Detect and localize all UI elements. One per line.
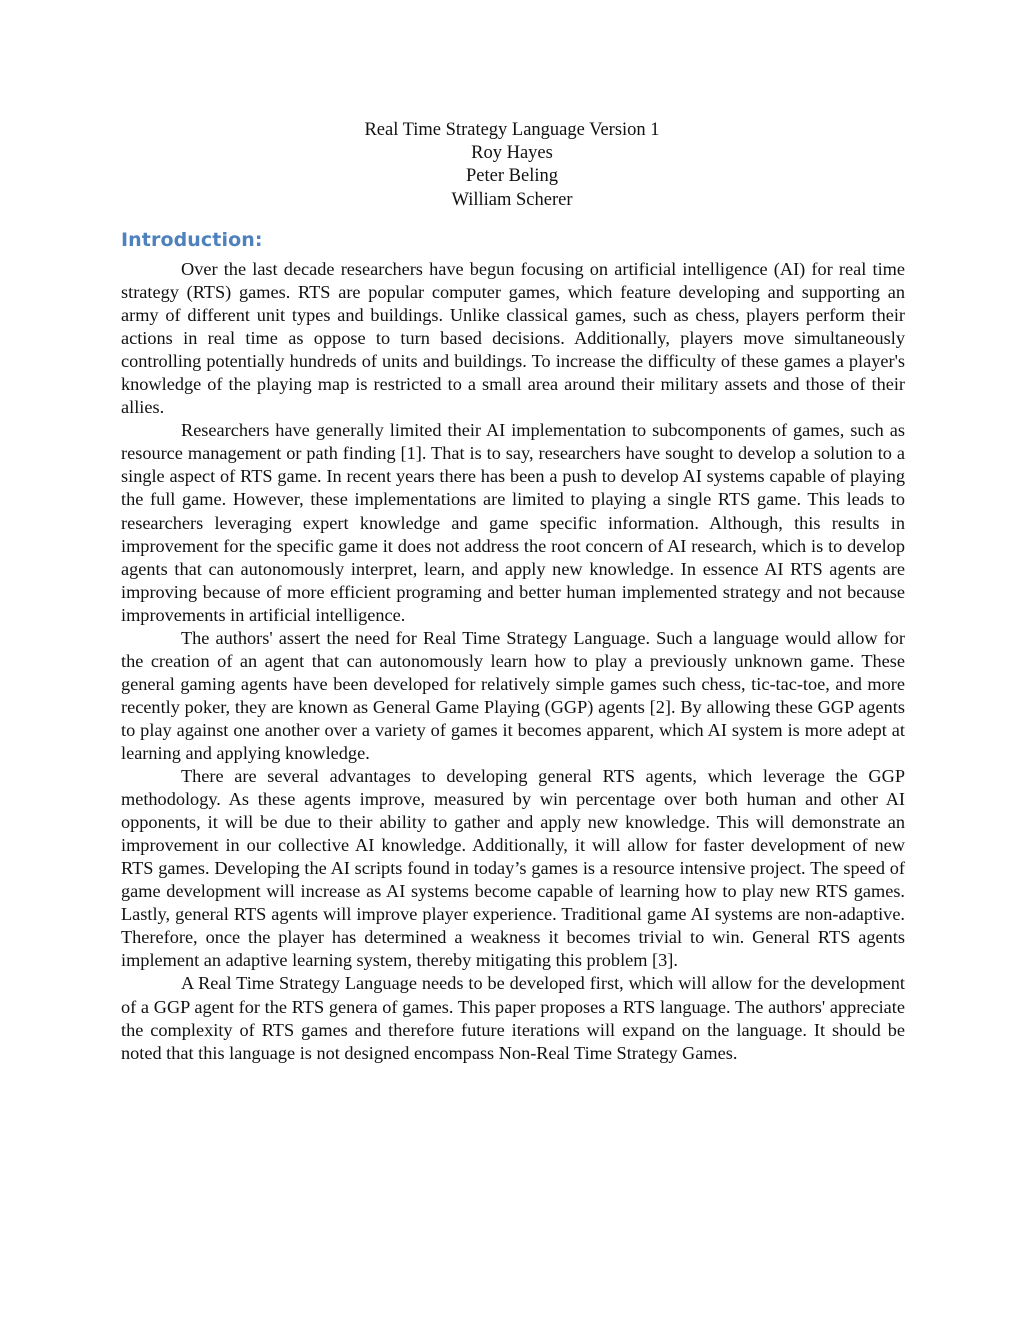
- paragraph: Over the last decade researchers have begun focusing on artificial intelligence (AI) for real time strategy (RTS) games. RTS are popular computer games, which feature developing and supporting an army of different unit types and buildings. Unlike classical games, such as chess, players perform their actions in real time as oppose to turn based decisions. Additionally, players move simultaneously controlling potentially hundreds of units and buildings. To increase the difficulty of these games a player's knowledge of the playing map is restricted to a small area around their military assets and those of their allies.: [121, 259, 905, 418]
- author-name: William Scherer: [451, 189, 573, 210]
- author-name: Roy Hayes: [471, 143, 553, 164]
- paper-title: Real Time Strategy Language Version 1: [364, 120, 660, 140]
- author-name: Peter Beling: [466, 166, 558, 187]
- section-body: [121, 258, 905, 1065]
- section-heading-introduction: Introduction:: [121, 229, 263, 251]
- paragraph: Researchers have generally limited their AI implementation to subcomponents of games, such as resource management or path finding [1]. That is to say, researchers have sought to develop a solution to a single aspect of RTS game. In recent years there has been a push to develop AI systems capable of playing the full game. However, these implementations are limited to playing a single RTS game. This leads to researchers leveraging expert knowledge and game specific information. Although, this results in improvement for the specific game it does not address the root concern of AI research, which is to develop agents that can autonomously interpret, learn, and apply new knowledge. In essence AI RTS agents are improving because of more efficient programing and better human implemented strategy and not because improvements in artificial intelligence.: [121, 420, 905, 625]
- title-block: [0, 119, 1024, 212]
- paragraph: There are several advantages to developing general RTS agents, which leverage the GGP methodology. As these agents improve, measured by win percentage over both human and other AI opponents, it will be due to their ability to gather and apply new knowledge. This will demonstrate an improvement in our collective AI knowledge. Additionally, it will allow for faster development of new RTS games. Developing the AI scripts found in today’s games is a resource intensive project. The speed of game development will increase as AI systems become capable of learning how to play new RTS games. Lastly, general RTS agents will improve player experience. Traditional game AI systems are non-adaptive. Therefore, once the player has determined a weakness it becomes trivial to win. General RTS agents implement an adaptive learning system, thereby mitigating this problem [3].: [121, 766, 905, 971]
- paragraph: A Real Time Strategy Language needs to be developed first, which will allow for the development of a GGP agent for the RTS genera of games. This paper proposes a RTS language. The authors' appreciate the complexity of RTS games and therefore future iterations will expand on the language. It should be noted that this language is not designed encompass Non-Real Time Strategy Games.: [121, 973, 905, 1063]
- paragraph: The authors' assert the need for Real Time Strategy Language. Such a language would allow for the creation of an agent that can autonomously learn how to play a previously unknown game. These general gaming agents have been developed for relatively simple games such chess, tic-tac-toe, and more recently poker, they are known as General Game Playing (GGP) agents [2]. By allowing these GGP agents to play against one another over a variety of games it becomes apparent, which AI system is more adept at learning and applying knowledge.: [121, 627, 905, 763]
